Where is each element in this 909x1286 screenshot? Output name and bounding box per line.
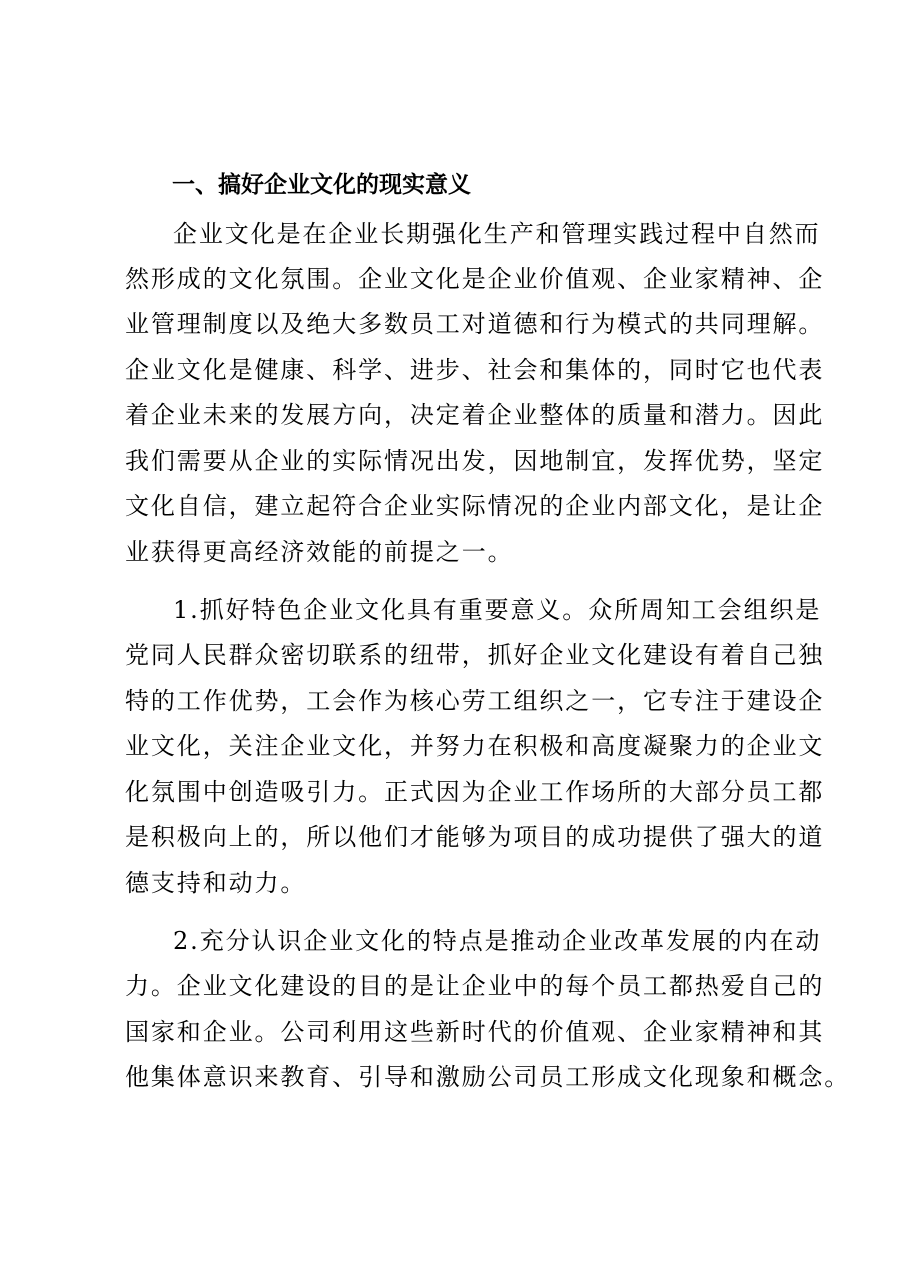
paragraph-1-line-1: 企业文化是在企业长期强化生产和管理实践过程中自然而	[173, 220, 821, 248]
paragraph-1-line-8: 业获得更高经济效能的前提之一。	[125, 538, 514, 566]
paragraph-2-line-3: 特的工作优势，工会作为核心劳工组织之一，它专注于建设企	[125, 687, 825, 715]
paragraph-2-line-6: 是积极向上的，所以他们才能够为项目的成功提供了强大的道	[125, 823, 825, 851]
paragraph-3-line-4: 他集体意识来教育、引导和激励公司员工形成文化现象和概念。	[125, 1063, 851, 1091]
paragraph-2-line-4: 业文化，关注企业文化，并努力在积极和高度凝聚力的企业文	[125, 732, 825, 760]
paragraph-1-line-7: 文化自信，建立起符合企业实际情况的企业内部文化，是让企	[125, 492, 825, 520]
paragraph-2-line-1: 1.抓好特色企业文化具有重要意义。众所周知工会组织是	[173, 596, 822, 624]
paragraph-3-line-1: 2.充分认识企业文化的特点是推动企业改革发展的内在动	[173, 927, 822, 955]
paragraph-3-line-3: 国家和企业。公司利用这些新时代的价值观、企业家精神和其	[125, 1018, 825, 1046]
paragraph-2-line-5: 化氛围中创造吸引力。正式因为企业工作场所的大部分员工都	[125, 778, 825, 806]
paragraph-1-line-6: 我们需要从企业的实际情况出发，因地制宜，发挥优势，坚定	[125, 447, 825, 475]
paragraph-2-line-7: 德支持和动力。	[125, 869, 307, 897]
paragraph-1-line-4: 企业文化是健康、科学、进步、社会和集体的，同时它也代表	[125, 356, 825, 384]
paragraph-1-line-3: 业管理制度以及绝大多数员工对道德和行为模式的共同理解。	[125, 310, 825, 338]
section-heading: 一、搞好企业文化的现实意义	[172, 172, 471, 198]
paragraph-2-line-2: 党同人民群众密切联系的纽带，抓好企业文化建设有着自己独	[125, 641, 825, 669]
paragraph-1-line-2: 然形成的文化氛围。企业文化是企业价值观、企业家精神、企	[125, 265, 825, 293]
paragraph-1-line-5: 着企业未来的发展方向，决定着企业整体的质量和潜力。因此	[125, 401, 825, 429]
paragraph-3-line-2: 力。企业文化建设的目的是让企业中的每个员工都热爱自己的	[125, 972, 825, 1000]
